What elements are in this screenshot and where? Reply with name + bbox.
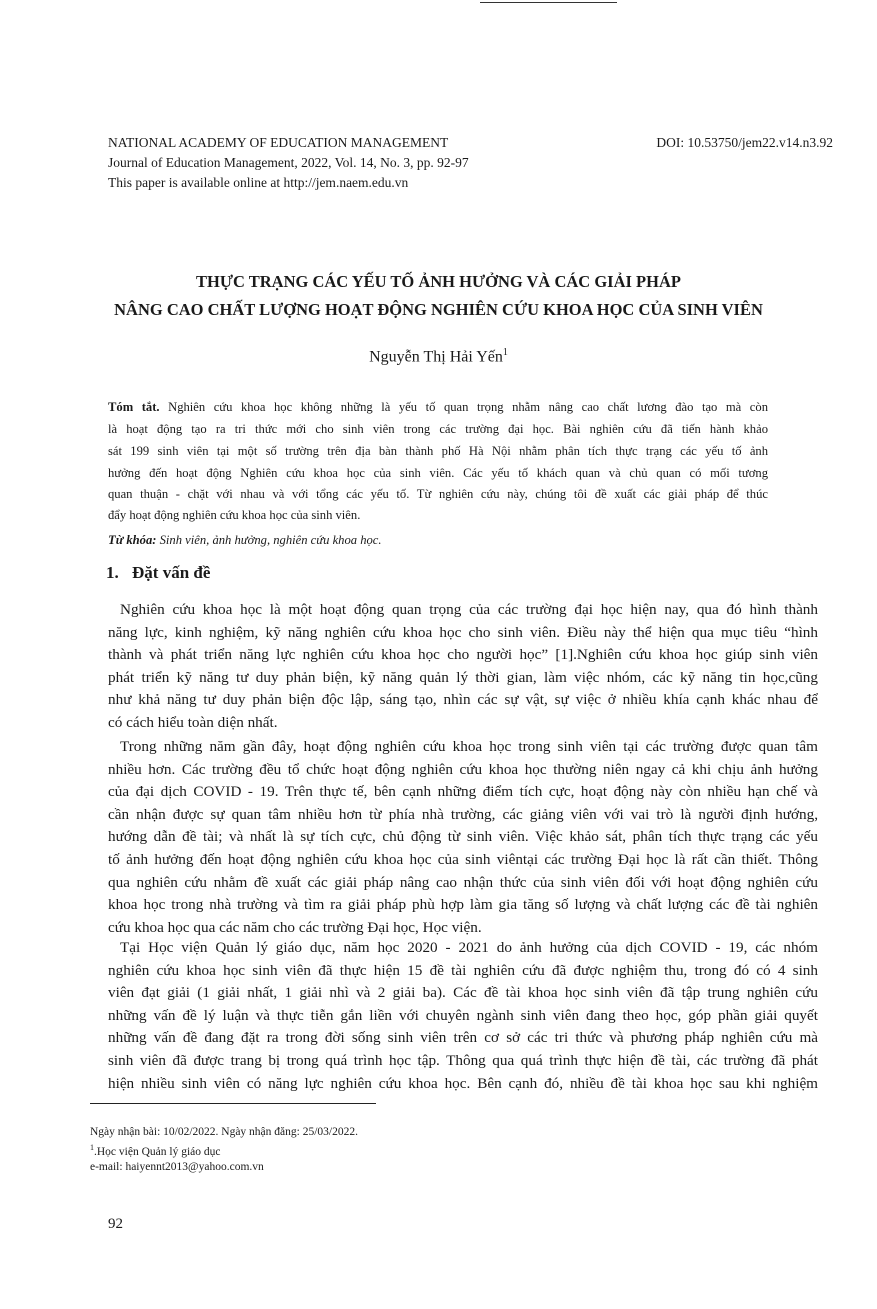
abstract-text: là hoạt động tạo ra tri thức mới cho sinh viên trong các trường đại học. Bài nghiên cứu đã tiến hành khảo xyxy=(108,422,768,436)
paragraph-line: cứu khoa học qua các năm cho các trường Đại học, Học viện. xyxy=(108,918,482,936)
paragraph-line: cần nhận được sự quan tâm nhiều hơn từ phía nhà trường, các giảng viên với vai trò là người định hướng, xyxy=(108,805,818,823)
keywords-text: Sinh viên, ảnh hưởng, nghiên cứu khoa học. xyxy=(156,533,382,547)
paragraph-line: sinh viên đã được trang bị trong quá trình học tập. Thông qua quá trình thực hiện đề tài, các trường đã phát xyxy=(108,1052,818,1069)
abstract-text: Nghiên cứu khoa học không những là yếu tố quan trọng nhằm nâng cao chất lương đào tạo mà còn xyxy=(159,400,768,414)
paragraph-line: Nghiên cứu khoa học là một hoạt động quan trọng của các trường đại học hiện nay, qua đó hình thành xyxy=(120,601,818,618)
keywords-label: Từ khóa: xyxy=(108,533,157,547)
abstract-line xyxy=(108,422,768,437)
paragraph-line: tố ảnh hưởng đến hoạt động nghiên cứu khoa học của sinh viêntại các trường Đại học là rất cần thiết. Thông xyxy=(108,851,818,868)
paragraph-line: năng lực, kinh nghiệm, kỹ năng nghiên cứu khoa học cho sinh viên. Điều này thể hiện qua mục tiêu “hình xyxy=(108,623,818,641)
abstract-text: sát 199 sinh viên tại một số trường trên địa bàn thành phố Hà Nội nhằm phân tích thực trạng các yếu tố ảnh xyxy=(108,444,768,458)
keywords xyxy=(108,533,382,548)
top-rule xyxy=(480,2,617,3)
title-line-2: NÂNG CAO CHẤT LƯỢNG HOẠT ĐỘNG NGHIÊN CỨU KHOA HỌC CỦA SINH VIÊN xyxy=(114,300,763,319)
paragraph-line: những vấn đề lý luận và thực tiễn gắn liền với chuyên ngành sinh viên đang theo học, góp phần giải quyết xyxy=(108,1006,818,1024)
abstract-text: đẩy hoạt động nghiên cứu khoa học của sinh viên. xyxy=(108,508,361,522)
footnote-rule xyxy=(90,1103,376,1104)
author-name: Nguyễn Thị Hải Yến xyxy=(369,348,503,366)
paragraph-line: hiện nhiều sinh viên có năng lực nghiên cứu khoa học. Bên cạnh đó, nhiều đề tài khoa học sau khi nghiệm xyxy=(108,1074,818,1092)
paragraph-line: của đại dịch COVID - 19. Trên thực tế, bên cạnh những điểm tích cực, hoạt động này còn nhiều hạn chế và xyxy=(108,783,818,801)
paragraph-line: hướng dẫn đề tài; và nhất là sự tích cực, chủ động từ sinh viên. Việc khảo sát, phân tích thực trạng các yếu xyxy=(108,828,818,846)
paragraph-line: Tại Học viện Quản lý giáo dục, năm học 2020 - 2021 do ảnh hưởng của dịch COVID - 19, các nhóm xyxy=(120,939,818,956)
affiliation-text: .Học viện Quản lý giáo dục xyxy=(94,1145,221,1158)
section-heading: Đặt vấn đề xyxy=(132,563,211,582)
abstract-text: quan thuận - chặt với nhau và với tổng các yếu tố. Từ nghiên cứu này, chúng tôi đề xuất các giải pháp để thúc xyxy=(108,487,768,501)
journal-info: Journal of Education Management, 2022, Vol. 14, No. 3, pp. 92-97 xyxy=(108,155,469,170)
paragraph-line: phát triển kỹ năng tư duy phản biện, kỹ năng quản lý thời gian, làm việc nhóm, các kỹ năng tin học,cũng xyxy=(108,668,818,686)
paragraph-line: những vấn đề đang đặt ra trong đời sống sinh viên trên cơ sở các tri thức và phương pháp nghiên cứu mà xyxy=(108,1029,818,1047)
title-line-1: THỰC TRẠNG CÁC YẾU TỐ ẢNH HƯỞNG VÀ CÁC GIẢI PHÁP xyxy=(196,272,681,291)
abstract-label: Tóm tắt. xyxy=(108,400,160,414)
footnote-dates: Ngày nhận bài: 10/02/2022. Ngày nhận đăng: 25/03/2022. xyxy=(90,1126,358,1138)
footnote-email: e-mail: haiyennt2013@yahoo.com.vn xyxy=(90,1161,264,1173)
paragraph-line: nghiên cứu khoa học sinh viên đã thực hiện 15 đề tài nghiên cứu đã được nghiệm thu, trong đó có 4 sinh xyxy=(108,961,818,979)
paragraph-line: có cách hiểu toàn diện nhất. xyxy=(108,714,278,731)
institution-name: NATIONAL ACADEMY OF EDUCATION MANAGEMENT xyxy=(108,135,449,150)
paragraph-line: khoa học trong nhà trường và tìm ra giải pháp phù hợp làm gia tăng số lượng và chất lượng các đề tài nghiên xyxy=(108,896,818,914)
doi: DOI: 10.53750/jem22.v14.n3.92 xyxy=(656,135,833,150)
paragraph-line: như khả năng tư duy phản biện độc lập, sáng tạo, nhìn các sự vật, sự việc ở nhiều khía cạnh khác nhau để xyxy=(108,691,818,709)
abstract-line xyxy=(108,487,768,502)
paragraph-line: thành và phát triển năng lực nghiên cứu khoa học cho người học” [1].Nghiên cứu khoa học giúp sinh viên xyxy=(108,646,818,664)
abstract-line xyxy=(108,400,768,415)
abstract-text: hưởng đến hoạt động Nghiên cứu khoa học của sinh viên. Các yếu tố khách quan và chủ quan có mối tương xyxy=(108,466,768,480)
author xyxy=(0,347,877,366)
abstract-line xyxy=(108,444,768,459)
section-number: 1. xyxy=(106,563,119,582)
abstract-line xyxy=(108,466,768,481)
page-number: 92 xyxy=(108,1216,123,1232)
footnote-mark: 1 xyxy=(90,1143,94,1152)
paragraph-line: Trong những năm gần đây, hoạt động nghiên cứu khoa học trong sinh viên tại các trường được quan tâm xyxy=(120,738,818,755)
footnote-affiliation xyxy=(90,1143,220,1158)
paragraph-line: nhiều hơn. Các trường đều tổ chức hoạt động nghiên cứu khoa học thường niên ngay cả khi chịu ảnh hưởng xyxy=(108,760,818,778)
abstract-line xyxy=(108,508,768,523)
availability-note: This paper is available online at http://jem.naem.edu.vn xyxy=(108,175,409,190)
paragraph-line: qua nghiên cứu nhằm đề xuất các giải pháp nâng cao nhận thức của sinh viên đối với hoạt động nghiên cứu xyxy=(108,873,818,891)
author-affiliation-mark: 1 xyxy=(502,347,508,358)
paragraph-line: viên đạt giải (1 giải nhất, 1 giải nhì và 2 giải ba). Các đề tài khoa học sinh viên đã tập trung nghiên cứu xyxy=(108,984,818,1002)
